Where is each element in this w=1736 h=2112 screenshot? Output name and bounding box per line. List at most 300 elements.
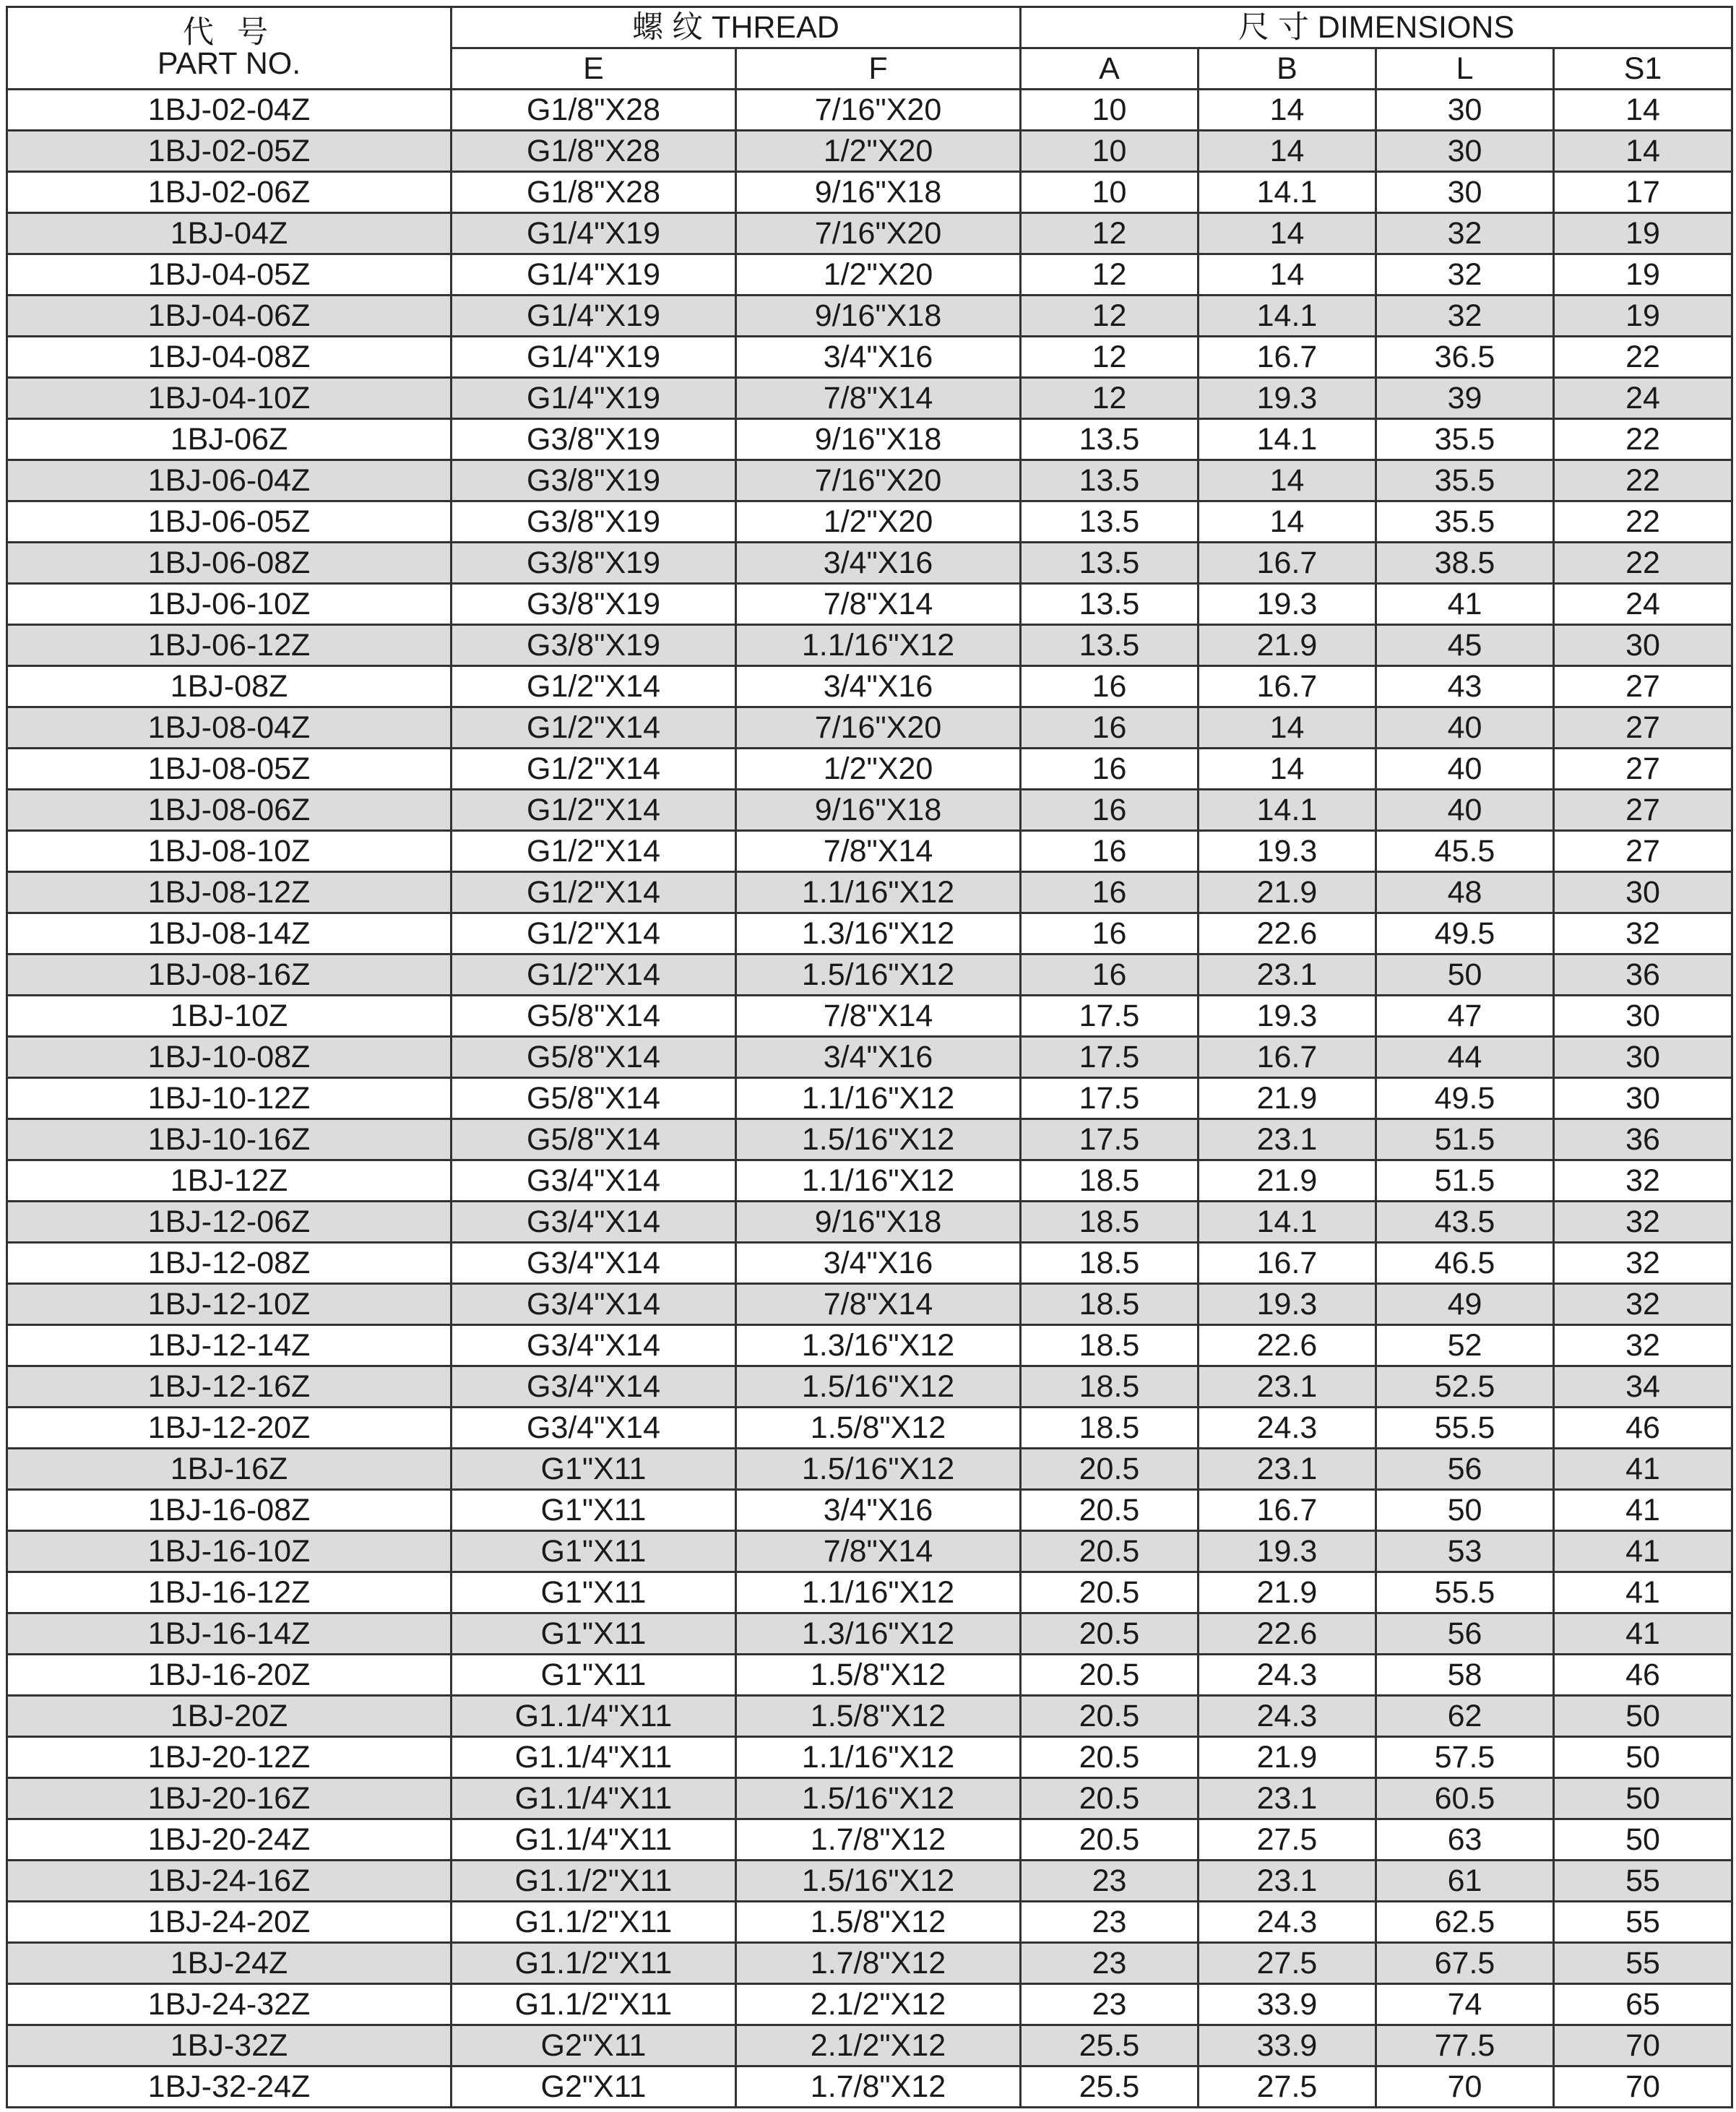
dim-b-cell: 21.9 [1199, 625, 1376, 666]
thread-e-cell: G3/4"X14 [452, 1160, 736, 1202]
part-no-cell: 1BJ-10-08Z [7, 1037, 452, 1078]
dim-s1-cell: 19 [1554, 213, 1732, 254]
thread-e-cell: G1"X11 [452, 1613, 736, 1655]
dim-l-cell: 47 [1376, 996, 1554, 1037]
table-row [7, 749, 1732, 790]
thread-f-cell: 9/16"X18 [736, 790, 1021, 831]
dim-a-cell: 18.5 [1021, 1202, 1199, 1243]
thread-f-cell: 1.5/16"X12 [736, 1449, 1021, 1490]
dim-b-cell: 16.7 [1199, 1037, 1376, 1078]
part-no-cell: 1BJ-08Z [7, 666, 452, 707]
part-no-cell: 1BJ-16-10Z [7, 1531, 452, 1572]
dim-b-cell: 19.3 [1199, 831, 1376, 872]
dim-s1-cell: 50 [1554, 1778, 1732, 1819]
part-no-cell: 1BJ-20-12Z [7, 1737, 452, 1778]
thread-e-cell: G1.1/4"X11 [452, 1737, 736, 1778]
thread-e-cell: G3/8"X19 [452, 584, 736, 625]
thread-e-cell: G3/8"X19 [452, 419, 736, 460]
dim-s1-cell: 46 [1554, 1408, 1732, 1449]
thread-f-cell: 7/8"X14 [736, 996, 1021, 1037]
table-row [7, 337, 1732, 378]
dim-l-cell: 46.5 [1376, 1243, 1554, 1284]
dim-a-cell: 18.5 [1021, 1160, 1199, 1202]
dim-a-cell: 17.5 [1021, 996, 1199, 1037]
part-no-cell: 1BJ-12-10Z [7, 1284, 452, 1325]
dim-a-cell: 16 [1021, 749, 1199, 790]
dim-b-cell: 14 [1199, 131, 1376, 172]
part-no-cell: 1BJ-16-12Z [7, 1572, 452, 1613]
dim-a-cell: 20.5 [1021, 1449, 1199, 1490]
dim-s1-cell: 46 [1554, 1655, 1732, 1696]
dim-b-cell: 16.7 [1199, 543, 1376, 584]
thread-f-cell: 1.3/16"X12 [736, 913, 1021, 954]
thread-f-cell: 3/4"X16 [736, 543, 1021, 584]
thread-f-cell: 2.1/2"X12 [736, 1984, 1021, 2025]
dim-l-cell: 32 [1376, 254, 1554, 296]
thread-e-cell: G1"X11 [452, 1490, 736, 1531]
thread-f-cell: 7/8"X14 [736, 584, 1021, 625]
thread-f-cell: 1.5/8"X12 [736, 1655, 1021, 1696]
thread-e-cell: G2"X11 [452, 2025, 736, 2066]
dim-a-cell: 16 [1021, 831, 1199, 872]
dim-s1-cell: 19 [1554, 254, 1732, 296]
dim-l-cell: 61 [1376, 1861, 1554, 1902]
dim-l-cell: 70 [1376, 2066, 1554, 2108]
table-row [7, 1613, 1732, 1655]
thread-f-cell: 1.5/8"X12 [736, 1408, 1021, 1449]
dim-a-cell: 23 [1021, 1902, 1199, 1943]
part-no-cell: 1BJ-16-14Z [7, 1613, 452, 1655]
dim-l-cell: 62 [1376, 1696, 1554, 1737]
thread-f-cell: 1.5/16"X12 [736, 1366, 1021, 1408]
thread-e-cell: G1/4"X19 [452, 213, 736, 254]
part-no-cell: 1BJ-12-20Z [7, 1408, 452, 1449]
part-no-cell: 1BJ-08-04Z [7, 707, 452, 749]
thread-e-cell: G5/8"X14 [452, 996, 736, 1037]
dim-l-cell: 49.5 [1376, 1078, 1554, 1119]
dim-a-cell: 16 [1021, 872, 1199, 913]
dim-a-cell: 10 [1021, 90, 1199, 131]
part-no-cell: 1BJ-04Z [7, 213, 452, 254]
thread-f-cell: 9/16"X18 [736, 1202, 1021, 1243]
thread-e-cell: G1/4"X19 [452, 254, 736, 296]
dim-b-cell: 24.3 [1199, 1408, 1376, 1449]
dim-b-cell: 23.1 [1199, 1119, 1376, 1160]
part-no-cell: 1BJ-16Z [7, 1449, 452, 1490]
part-no-cell: 1BJ-08-16Z [7, 954, 452, 996]
table-row [7, 1284, 1732, 1325]
dim-s1-cell: 36 [1554, 1119, 1732, 1160]
part-no-cell: 1BJ-10-16Z [7, 1119, 452, 1160]
table-row [7, 790, 1732, 831]
dimensions-group-header: 尺 寸 DIMENSIONS [1021, 7, 1732, 48]
thread-e-cell: G3/4"X14 [452, 1366, 736, 1408]
thread-e-cell: G1"X11 [452, 1449, 736, 1490]
part-no-cell: 1BJ-02-06Z [7, 172, 452, 213]
thread-f-cell: 7/16"X20 [736, 460, 1021, 501]
table-row [7, 2066, 1732, 2108]
table-row [7, 1943, 1732, 1984]
part-no-cell: 1BJ-08-14Z [7, 913, 452, 954]
thread-e-cell: G3/8"X19 [452, 460, 736, 501]
table-row [7, 913, 1732, 954]
dim-s1-cell: 32 [1554, 913, 1732, 954]
table-row [7, 1078, 1732, 1119]
thread-f-cell: 1.1/16"X12 [736, 872, 1021, 913]
thread-e-cell: G1/8"X28 [452, 131, 736, 172]
dim-b-cell: 14 [1199, 213, 1376, 254]
dim-b-cell: 22.6 [1199, 1325, 1376, 1366]
dim-l-cell: 52 [1376, 1325, 1554, 1366]
thread-f-cell: 1.1/16"X12 [736, 1160, 1021, 1202]
dim-b-cell: 14 [1199, 90, 1376, 131]
dim-s1-cell: 70 [1554, 2066, 1732, 2108]
dim-l-cell: 58 [1376, 1655, 1554, 1696]
fitting-spec-table [6, 6, 1733, 2108]
thread-f-cell: 7/16"X20 [736, 90, 1021, 131]
thread-f-cell: 1/2"X20 [736, 254, 1021, 296]
dim-s1-cell: 27 [1554, 666, 1732, 707]
dim-s1-cell: 14 [1554, 131, 1732, 172]
table-row [7, 2025, 1732, 2066]
dim-a-cell: 16 [1021, 707, 1199, 749]
thread-f-cell: 1.7/8"X12 [736, 2066, 1021, 2108]
dim-a-cell: 18.5 [1021, 1243, 1199, 1284]
part-no-cell: 1BJ-20Z [7, 1696, 452, 1737]
dim-b-cell: 21.9 [1199, 1737, 1376, 1778]
dim-l-cell: 56 [1376, 1613, 1554, 1655]
dim-l-cell: 43.5 [1376, 1202, 1554, 1243]
thread-f-cell: 7/16"X20 [736, 707, 1021, 749]
table-row [7, 1531, 1732, 1572]
dim-a-cell: 18.5 [1021, 1366, 1199, 1408]
dim-b-cell: 19.3 [1199, 378, 1376, 419]
column-header-a: A [1021, 48, 1199, 90]
dim-s1-cell: 22 [1554, 501, 1732, 543]
dim-l-cell: 62.5 [1376, 1902, 1554, 1943]
table-row [7, 296, 1732, 337]
dim-a-cell: 16 [1021, 913, 1199, 954]
table-row [7, 1119, 1732, 1160]
dim-s1-cell: 27 [1554, 790, 1732, 831]
thread-f-cell: 9/16"X18 [736, 296, 1021, 337]
dim-l-cell: 49 [1376, 1284, 1554, 1325]
part-no-cell: 1BJ-12-08Z [7, 1243, 452, 1284]
dim-b-cell: 22.6 [1199, 913, 1376, 954]
dim-s1-cell: 55 [1554, 1902, 1732, 1943]
dim-b-cell: 24.3 [1199, 1696, 1376, 1737]
dim-b-cell: 14.1 [1199, 790, 1376, 831]
table-row [7, 1037, 1732, 1078]
thread-f-cell: 3/4"X16 [736, 1243, 1021, 1284]
thread-f-cell: 1.1/16"X12 [736, 1572, 1021, 1613]
dim-l-cell: 38.5 [1376, 543, 1554, 584]
part-no-cell: 1BJ-12-16Z [7, 1366, 452, 1408]
part-no-cell: 1BJ-02-05Z [7, 131, 452, 172]
dim-a-cell: 12 [1021, 254, 1199, 296]
part-no-cell: 1BJ-10Z [7, 996, 452, 1037]
table-row [7, 378, 1732, 419]
thread-f-cell: 1.5/8"X12 [736, 1902, 1021, 1943]
dim-s1-cell: 27 [1554, 831, 1732, 872]
thread-e-cell: G3/8"X19 [452, 625, 736, 666]
dim-a-cell: 12 [1021, 213, 1199, 254]
dim-l-cell: 30 [1376, 131, 1554, 172]
dim-b-cell: 16.7 [1199, 1243, 1376, 1284]
dim-b-cell: 19.3 [1199, 1284, 1376, 1325]
part-no-cell: 1BJ-24-16Z [7, 1861, 452, 1902]
table-row [7, 1366, 1732, 1408]
dim-a-cell: 13.5 [1021, 543, 1199, 584]
dim-l-cell: 40 [1376, 749, 1554, 790]
thread-f-cell: 1.1/16"X12 [736, 625, 1021, 666]
dim-s1-cell: 24 [1554, 378, 1732, 419]
part-no-header-en: PART NO. [157, 46, 301, 81]
thread-e-cell: G1/2"X14 [452, 749, 736, 790]
part-no-header-cn: 代 号 [183, 14, 275, 50]
table-row [7, 1449, 1732, 1490]
dim-l-cell: 60.5 [1376, 1778, 1554, 1819]
dim-a-cell: 13.5 [1021, 584, 1199, 625]
column-header-f: F [736, 48, 1021, 90]
dim-l-cell: 74 [1376, 1984, 1554, 2025]
thread-e-cell: G1/4"X19 [452, 378, 736, 419]
dim-b-cell: 21.9 [1199, 1572, 1376, 1613]
dim-a-cell: 20.5 [1021, 1572, 1199, 1613]
thread-e-cell: G1/2"X14 [452, 790, 736, 831]
part-no-cell: 1BJ-08-05Z [7, 749, 452, 790]
dim-b-cell: 21.9 [1199, 1160, 1376, 1202]
thread-f-cell: 1.5/8"X12 [736, 1696, 1021, 1737]
thread-f-cell: 1.1/16"X12 [736, 1078, 1021, 1119]
dim-a-cell: 20.5 [1021, 1696, 1199, 1737]
column-header-e: E [452, 48, 736, 90]
dim-b-cell: 21.9 [1199, 1078, 1376, 1119]
part-no-cell: 1BJ-06-05Z [7, 501, 452, 543]
dim-s1-cell: 19 [1554, 296, 1732, 337]
table-row [7, 1655, 1732, 1696]
part-no-cell: 1BJ-04-06Z [7, 296, 452, 337]
table-row [7, 1861, 1732, 1902]
dim-b-cell: 23.1 [1199, 1861, 1376, 1902]
dim-b-cell: 33.9 [1199, 1984, 1376, 2025]
thread-f-cell: 1/2"X20 [736, 749, 1021, 790]
part-no-cell: 1BJ-24Z [7, 1943, 452, 1984]
thread-f-cell: 1.7/8"X12 [736, 1819, 1021, 1861]
thread-e-cell: G2"X11 [452, 2066, 736, 2108]
dim-b-cell: 14 [1199, 501, 1376, 543]
dim-b-cell: 23.1 [1199, 1778, 1376, 1819]
dim-l-cell: 48 [1376, 872, 1554, 913]
thread-f-cell: 3/4"X16 [736, 1490, 1021, 1531]
dim-l-cell: 45.5 [1376, 831, 1554, 872]
thread-e-cell: G1.1/4"X11 [452, 1696, 736, 1737]
part-no-cell: 1BJ-20-16Z [7, 1778, 452, 1819]
dim-l-cell: 50 [1376, 954, 1554, 996]
dim-l-cell: 53 [1376, 1531, 1554, 1572]
part-no-cell: 1BJ-12-14Z [7, 1325, 452, 1366]
dim-a-cell: 17.5 [1021, 1037, 1199, 1078]
dim-l-cell: 51.5 [1376, 1160, 1554, 1202]
table-row [7, 131, 1732, 172]
dim-l-cell: 40 [1376, 707, 1554, 749]
thread-e-cell: G1.1/2"X11 [452, 1943, 736, 1984]
dim-a-cell: 20.5 [1021, 1613, 1199, 1655]
table-row [7, 707, 1732, 749]
dim-s1-cell: 50 [1554, 1737, 1732, 1778]
table-row [7, 584, 1732, 625]
dim-l-cell: 35.5 [1376, 460, 1554, 501]
table-row [7, 543, 1732, 584]
dim-a-cell: 12 [1021, 378, 1199, 419]
table-row [7, 501, 1732, 543]
table-row [7, 954, 1732, 996]
part-no-cell: 1BJ-16-20Z [7, 1655, 452, 1696]
thread-e-cell: G3/4"X14 [452, 1243, 736, 1284]
thread-f-cell: 1.3/16"X12 [736, 1613, 1021, 1655]
dim-l-cell: 36.5 [1376, 337, 1554, 378]
part-no-cell: 1BJ-06Z [7, 419, 452, 460]
part-no-cell: 1BJ-04-08Z [7, 337, 452, 378]
part-no-cell: 1BJ-10-12Z [7, 1078, 452, 1119]
thread-e-cell: G1.1/2"X11 [452, 1902, 736, 1943]
dim-s1-cell: 55 [1554, 1861, 1732, 1902]
thread-f-cell: 1/2"X20 [736, 131, 1021, 172]
part-no-cell: 1BJ-06-12Z [7, 625, 452, 666]
thread-f-cell: 1.1/16"X12 [736, 1737, 1021, 1778]
thread-f-cell: 3/4"X16 [736, 337, 1021, 378]
header-row-top [7, 7, 1732, 48]
dim-l-cell: 32 [1376, 296, 1554, 337]
dim-b-cell: 16.7 [1199, 337, 1376, 378]
dim-l-cell: 32 [1376, 213, 1554, 254]
thread-e-cell: G1/8"X28 [452, 90, 736, 131]
dim-l-cell: 77.5 [1376, 2025, 1554, 2066]
dim-s1-cell: 22 [1554, 419, 1732, 460]
dim-s1-cell: 30 [1554, 996, 1732, 1037]
dim-a-cell: 17.5 [1021, 1119, 1199, 1160]
dim-a-cell: 18.5 [1021, 1408, 1199, 1449]
part-no-cell: 1BJ-06-08Z [7, 543, 452, 584]
part-no-cell: 1BJ-06-04Z [7, 460, 452, 501]
table-row [7, 831, 1732, 872]
dim-l-cell: 56 [1376, 1449, 1554, 1490]
dim-b-cell: 14 [1199, 254, 1376, 296]
dim-a-cell: 20.5 [1021, 1778, 1199, 1819]
dim-s1-cell: 65 [1554, 1984, 1732, 2025]
dim-a-cell: 16 [1021, 954, 1199, 996]
table-row [7, 1202, 1732, 1243]
table-body [7, 90, 1732, 2108]
thread-e-cell: G1"X11 [452, 1572, 736, 1613]
dim-b-cell: 21.9 [1199, 872, 1376, 913]
part-no-cell: 1BJ-32-24Z [7, 2066, 452, 2108]
dim-s1-cell: 34 [1554, 1366, 1732, 1408]
dim-b-cell: 27.5 [1199, 1819, 1376, 1861]
dim-l-cell: 55.5 [1376, 1408, 1554, 1449]
thread-e-cell: G1/4"X19 [452, 296, 736, 337]
thread-f-cell: 1.5/16"X12 [736, 1778, 1021, 1819]
dim-b-cell: 22.6 [1199, 1613, 1376, 1655]
dim-s1-cell: 36 [1554, 954, 1732, 996]
thread-f-cell: 7/8"X14 [736, 831, 1021, 872]
thread-e-cell: G3/4"X14 [452, 1202, 736, 1243]
thread-e-cell: G1"X11 [452, 1531, 736, 1572]
thread-e-cell: G1.1/4"X11 [452, 1778, 736, 1819]
thread-f-cell: 3/4"X16 [736, 1037, 1021, 1078]
dim-a-cell: 23 [1021, 1861, 1199, 1902]
part-no-cell: 1BJ-04-05Z [7, 254, 452, 296]
part-no-cell: 1BJ-24-20Z [7, 1902, 452, 1943]
table-row [7, 1572, 1732, 1613]
dim-s1-cell: 22 [1554, 337, 1732, 378]
column-header-l: L [1376, 48, 1554, 90]
dim-b-cell: 14.1 [1199, 1202, 1376, 1243]
dim-l-cell: 35.5 [1376, 419, 1554, 460]
thread-e-cell: G5/8"X14 [452, 1078, 736, 1119]
dim-b-cell: 19.3 [1199, 584, 1376, 625]
table-row [7, 1819, 1732, 1861]
dim-b-cell: 14 [1199, 460, 1376, 501]
thread-f-cell: 9/16"X18 [736, 172, 1021, 213]
thread-f-cell: 3/4"X16 [736, 666, 1021, 707]
thread-e-cell: G5/8"X14 [452, 1037, 736, 1078]
dim-b-cell: 19.3 [1199, 996, 1376, 1037]
dim-a-cell: 16 [1021, 790, 1199, 831]
dim-b-cell: 27.5 [1199, 1943, 1376, 1984]
dim-l-cell: 57.5 [1376, 1737, 1554, 1778]
dim-s1-cell: 17 [1554, 172, 1732, 213]
thread-e-cell: G1.1/2"X11 [452, 1984, 736, 2025]
table-row [7, 460, 1732, 501]
dim-b-cell: 33.9 [1199, 2025, 1376, 2066]
part-no-cell: 1BJ-02-04Z [7, 90, 452, 131]
table-row [7, 1490, 1732, 1531]
table-row [7, 625, 1732, 666]
part-no-cell: 1BJ-12-06Z [7, 1202, 452, 1243]
dim-b-cell: 23.1 [1199, 1449, 1376, 1490]
table-header [7, 7, 1732, 90]
part-no-cell: 1BJ-32Z [7, 2025, 452, 2066]
dim-b-cell: 27.5 [1199, 2066, 1376, 2108]
thread-f-cell: 7/8"X14 [736, 378, 1021, 419]
dim-a-cell: 20.5 [1021, 1490, 1199, 1531]
dim-s1-cell: 32 [1554, 1284, 1732, 1325]
thread-e-cell: G1/2"X14 [452, 872, 736, 913]
thread-f-cell: 7/8"X14 [736, 1284, 1021, 1325]
dim-a-cell: 18.5 [1021, 1284, 1199, 1325]
dim-l-cell: 49.5 [1376, 913, 1554, 954]
dim-s1-cell: 32 [1554, 1160, 1732, 1202]
thread-f-cell: 1.7/8"X12 [736, 1943, 1021, 1984]
dim-s1-cell: 32 [1554, 1243, 1732, 1284]
dim-s1-cell: 22 [1554, 543, 1732, 584]
dim-s1-cell: 24 [1554, 584, 1732, 625]
dim-l-cell: 30 [1376, 90, 1554, 131]
thread-e-cell: G1/2"X14 [452, 954, 736, 996]
dim-b-cell: 16.7 [1199, 1490, 1376, 1531]
table-row [7, 1737, 1732, 1778]
dim-a-cell: 18.5 [1021, 1325, 1199, 1366]
dim-s1-cell: 22 [1554, 460, 1732, 501]
part-no-header [7, 7, 452, 90]
dim-l-cell: 43 [1376, 666, 1554, 707]
thread-e-cell: G1/2"X14 [452, 666, 736, 707]
table-row [7, 1696, 1732, 1737]
dim-a-cell: 23 [1021, 1943, 1199, 1984]
dim-l-cell: 40 [1376, 790, 1554, 831]
dim-l-cell: 30 [1376, 172, 1554, 213]
